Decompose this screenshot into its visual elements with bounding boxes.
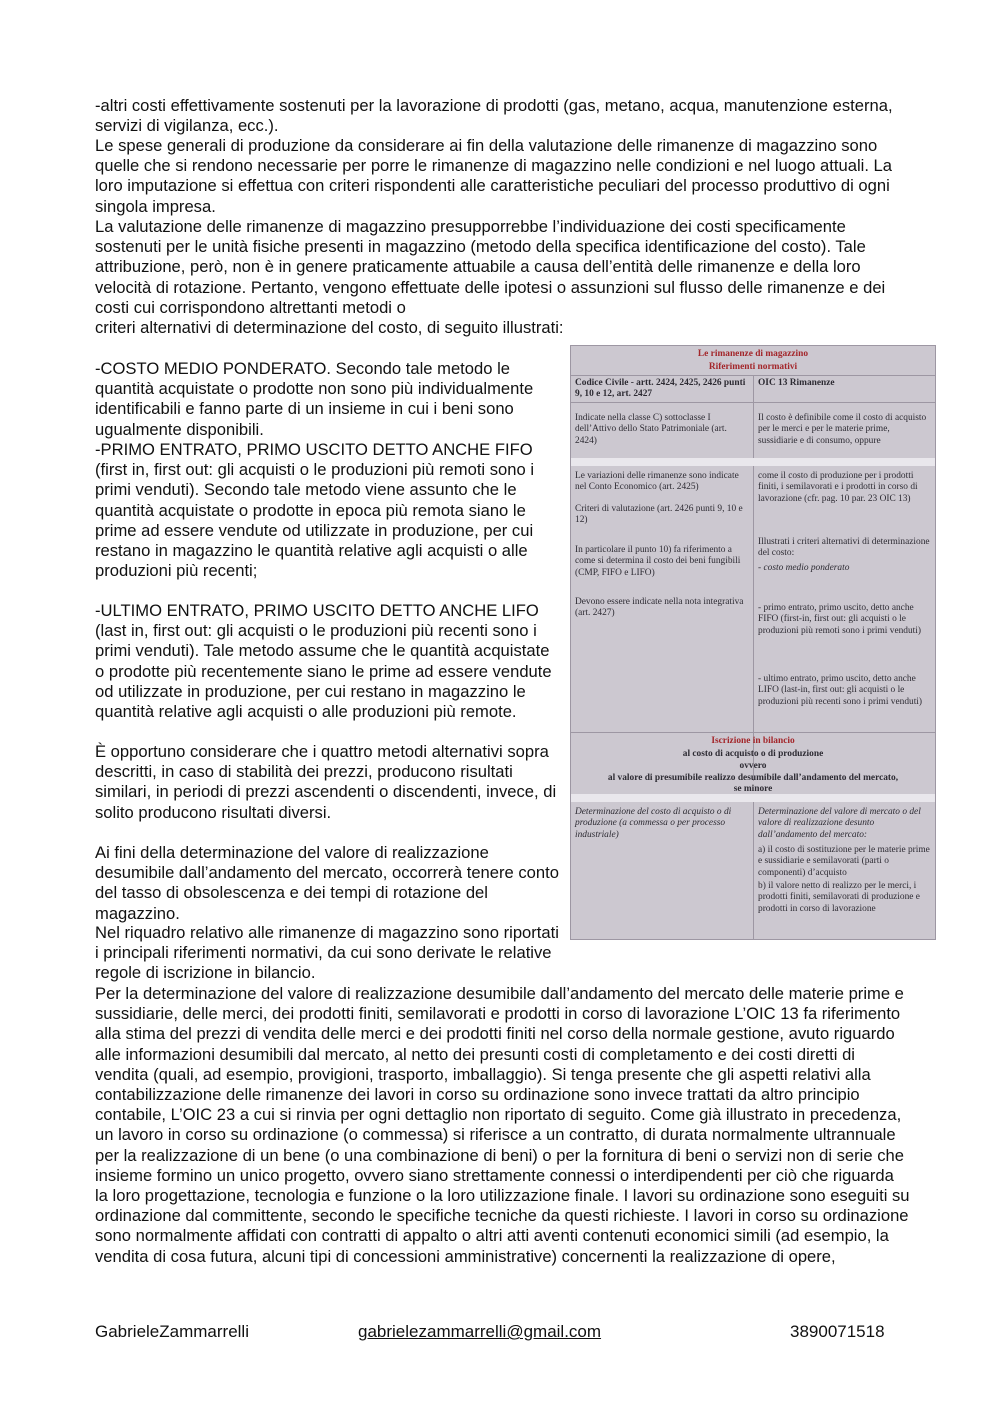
inset-left-2a: Le variazioni delle rimanenze sono indicate nel Conto Economico (art. 2425) [575,471,739,493]
inset-bottom-right-2: a) il costo di sostituzione per le materie prime e sussidiarie e semilavorati (parti o componenti) d’acquisto [758,845,930,878]
paragraph-riquadro: Nel riquadro relativo alle rimanenze di magazzino sono riportati i principali riferimenti normativi, da cui sono derivate le relative regole di iscrizione in bilancio. [95,923,559,983]
inset-codice-civile-header: Codice Civile - artt. 2424, 2425, 2426 punti 9, 10 e 12, art. 2427 [575,378,746,400]
inset-right-2d: - primo entrato, primo uscito, detto anche FIFO (first-in, first out: gli acquisti o le produzioni più remoti sono i primi venduti) [758,603,922,636]
inset-iscrizione-3: al valore di presumibile realizzo desumibile dall’andamento del mercato, se minore [607,773,899,795]
paragraph-spese-generali: Le spese generali di produzione da considerare ai fin della valutazione delle rimanenze di magazzino sono quelle che si rendono necessarie per porre le rimanenze di magazzino nelle condizioni e nel luogo attuali. La loro imputazione si effettua con criteri rispondenti alle caratteristiche peculiari del processo produttivo di ogni singola impresa. [95,136,892,216]
inset-left-2d: Devono essere indicate nella nota integrativa (art. 2427) [575,597,744,619]
paragraph-criteri: criteri alternativi di determinazione del costo, di seguito illustrati: [95,318,564,337]
paragraph-altri-costi: -altri costi effettivamente sostenuti per la lavorazione di prodotti (gas, metano, acqua, manutenzione esterna, servizi di vigilanza, ecc.). [95,96,893,136]
inset-right-2a: come il costo di produzione per i prodotti finiti, i semilavorati e i prodotti in corso di lavorazione (cfr. pag. 10 par. 23 OIC 13) [758,471,918,504]
inset-right-2e: - ultimo entrato, primo uscito, detto anche LIFO (last-in, first out: gli acquisti o le produzioni più recenti sono i primi venduti) [758,674,923,707]
inset-right-2c: - costo medio ponderato [758,563,850,573]
paragraph-lifo: -ULTIMO ENTRATO, PRIMO USCITO DETTO ANCHE LIFO (last in, first out: gli acquisti o le produzioni più recenti sono i primi venduti). Tale metodo assume che le quantità acquistate o prodotte più recentemente siano le prime ad essere vendute od utilizzate in produzione, per cui restano in magazzino le quantità relative agli acquisti o alle produzioni più remote. [95,601,552,722]
inset-oic13-header: OIC 13 Rimanenze [758,378,835,388]
inset-left-2c: In particolare il punto 10) fa riferimento a come si determina il costo dei beni fungibili (CMP, FIFO e LIFO) [575,545,741,578]
inset-left-1: Indicate nella classe C) sottoclasse I dell’Attivo dello Stato Patrimoniale (art. 2424) [575,413,727,446]
inset-bottom-left: Determinazione del costo di acquisto o di produzione (a commessa o per processo industriale) [575,807,732,840]
footer-name: GabrieleZammarrelli [95,1322,249,1341]
footer-email-link[interactable]: gabrielezammarrelli@gmail.com [358,1322,602,1341]
inset-left-2b: Criteri di valutazione (art. 2426 punti 9, 10 e 12) [575,504,743,526]
paragraph-quattro-metodi: È opportuno considerare che i quattro metodi alternativi sopra descritti, in caso di stabilità dei prezzi, producono risultati similari, in periodi di prezzi ascendenti o discendenti, invece, di solito producono risultati diversi. [95,742,557,822]
paragraph-valutazione: La valutazione delle rimanenze di magazzino presupporrebbe l’individuazione dei costi specificamente sostenuti per le unità fisiche presenti in magazzino (metodo della specifica identificazione del costo). Tale attribuzione, però, non è in genere praticamente attuabile a causa dell’entità delle rimanenze e della loro velocità di rotazione. Pertanto, vengono effettuate delle ipotesi o assunzioni sul flusso delle rimanenze e dei costi cui corrispondono altrettanti metodi o [95,217,886,317]
inset-iscrizione-2: ovvero [739,761,767,771]
footer-phone: 3890071518 [790,1322,885,1341]
inset-subtitle: Riferimenti normativi [708,362,798,372]
inset-right-2b: Illustrati i criteri alternativi di determinazione del costo: [758,537,930,559]
inset-iscrizione-title: Iscrizione in bilancio [711,736,795,746]
inset-title: Le rimanenze di magazzino [697,349,809,359]
inset-bottom-right-3: b) il valore netto di realizzo per le merci, i prodotti finiti, semilavorati di produzione e prodotti in corso di lavorazione [758,881,920,914]
inset-rimanenze-table [570,345,936,940]
paragraph-costo-medio: -COSTO MEDIO PONDERATO. Secondo tale metodo le quantità acquistate o prodotte non sono più individualmente identificabili e fanno parte di un insieme in cui i beni sono ugualmente disponibili. [95,359,534,439]
paragraph-valore-realizzazione: Ai fini della determinazione del valore di realizzazione desumibile dall’andamento del mercato, occorrerà tenere conto del tasso di obsolescenza e dei tempi di rotazione del magazzino. [95,843,559,923]
inset-iscrizione-1: al costo di acquisto o di produzione [682,749,824,759]
paragraph-fifo: -PRIMO ENTRATO, PRIMO USCITO DETTO ANCHE FIFO (first in, first out: gli acquisti o le produzioni più remoti sono i primi venduti). Secondo tale metodo viene assunto che le quantità acquistate o prodotte in epoca più remota siano le prime ad essere vendute od utilizzate in produzione, per cui restano in magazzino le quantità relative agli acquisti o alle produzioni più recenti; [95,440,535,581]
inset-right-1: Il costo è definibile come il costo di acquisto per le merci e per le materie prime, sussidiarie e di consumo, oppure [758,413,927,446]
inset-bottom-right-1: Determinazione del valore di mercato o del valore di realizzazione desunto dall’andamento del mercato: [758,807,921,840]
paragraph-oic13: Per la determinazione del valore di realizzazione desumibile dall’andamento del mercato delle materie prime e sussidiarie, delle merci, dei prodotti finiti, semilavorati e prodotti in corso di lavorazione L’OIC 13 fa riferimento alla stima del prezzi di vendita delle merci e dei prodotti finiti nel corso della normale gestione, avuto riguardo alle informazioni desumibili dal mercato, al netto dei presunti costi di completamento e dei costi diretti di vendita (quali, ad esempio, provigioni, trasporto, imballaggio). Si tenga presente che gli aspetti relativi alla contabilizzazione delle rimanenze dei lavori in corso su ordinazione sono invece trattati da altro principio contabile, L’OIC 23 a cui si rinvia per ogni dettaglio non riportato di seguito. Come già illustrato in precedenza, un lavoro in corso su ordinazione (o commessa) si riferisce a un contratto, di durata normalmente ultrannuale per la realizzazione di un bene (o una combinazione di beni) o per la fornitura di beni o servizi non di serie che insieme formino un unico progetto, ovvero siano strettamente connessi o interdipendenti per ciò che riguarda la loro progettazione, tecnologia e funzione o la loro utilizzazione finale. I lavori su ordinazione sono eseguiti su ordinazione dal committente, secondo le specifiche tecniche da questi richieste. I lavori in corso su ordinazione sono normalmente affidati con contratti di appalto o altri atti aventi contenuti economici simili (ad esempio, la vendita di cosa futura, alcuni tipi di concessioni amministrative) concernenti la realizzazione di opere, [95,984,910,1266]
